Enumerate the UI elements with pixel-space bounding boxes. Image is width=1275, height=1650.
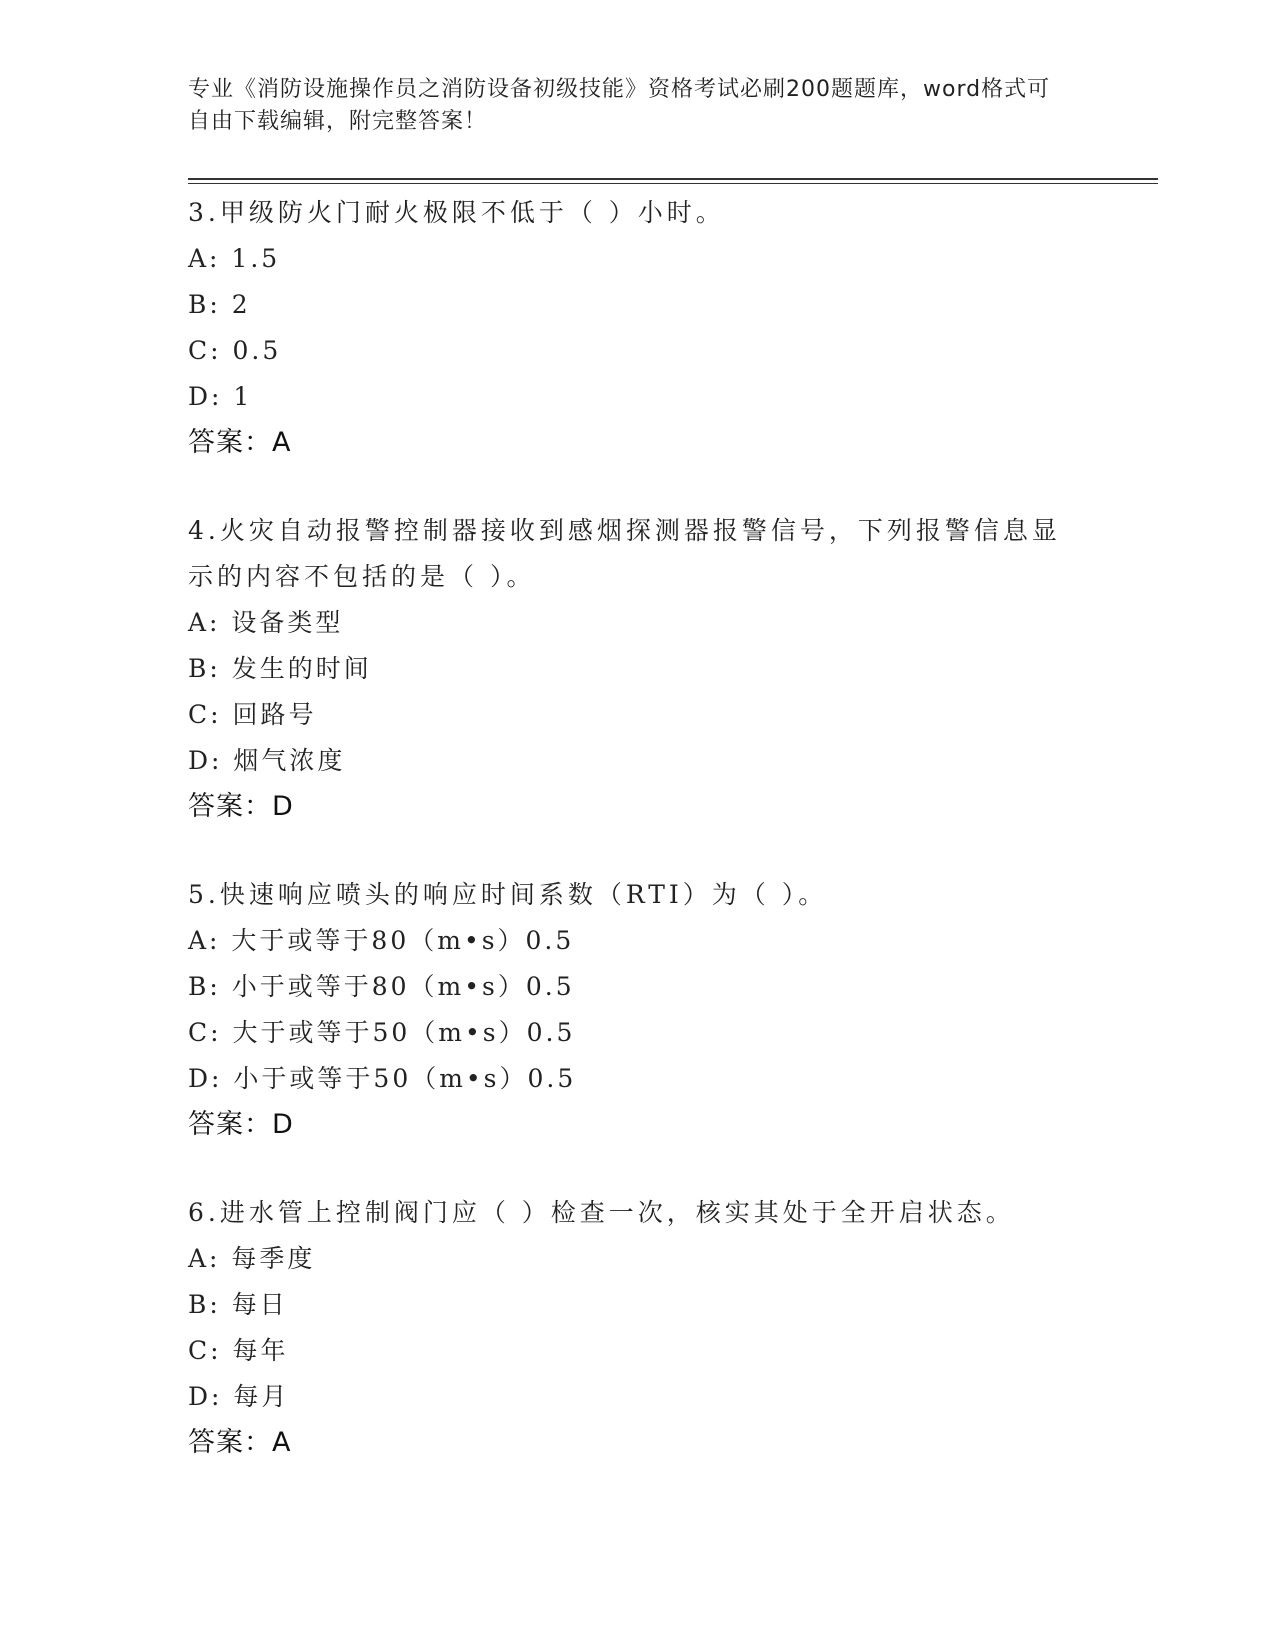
option-a: A: 每季度 bbox=[188, 1244, 316, 1273]
option-a: A: 大于或等于80（m•s）0.5 bbox=[188, 926, 575, 955]
header-divider-thick bbox=[188, 178, 1158, 180]
answer-line: 答案：A bbox=[188, 427, 292, 458]
question-text: 5.快速响应喷头的响应时间系数（RTI）为（ ）。 bbox=[188, 880, 828, 909]
option-a: A: 1.5 bbox=[188, 244, 281, 273]
option-d: D: 小于或等于50（m•s）0.5 bbox=[188, 1064, 577, 1093]
option-a: A: 设备类型 bbox=[188, 608, 344, 637]
option-c: C: 每年 bbox=[188, 1336, 289, 1365]
option-b: B: 小于或等于80（m•s）0.5 bbox=[188, 972, 575, 1001]
document-header: 专业《消防设施操作员之消防设备初级技能》资格考试必刷200题题库，word格式可自由下载编辑，附完整答案！ bbox=[188, 77, 1051, 134]
question-list bbox=[188, 190, 1088, 1508]
option-d: D: 每月 bbox=[188, 1382, 290, 1411]
answer-line: 答案：A bbox=[188, 1427, 292, 1458]
option-d: D: 1 bbox=[188, 382, 253, 411]
option-c: C: 回路号 bbox=[188, 700, 317, 729]
question-6 bbox=[188, 1190, 1088, 1466]
question-5 bbox=[188, 872, 1088, 1148]
question-text: 3.甲级防火门耐火极限不低于（ ）小时。 bbox=[188, 198, 725, 227]
option-c: C: 0.5 bbox=[188, 336, 282, 365]
option-b: B: 发生的时间 bbox=[188, 654, 372, 683]
option-b: B: 每日 bbox=[188, 1290, 288, 1319]
answer-line: 答案：D bbox=[188, 1109, 294, 1140]
option-b: B: 2 bbox=[188, 290, 251, 319]
header-divider-thin bbox=[188, 183, 1158, 184]
question-3 bbox=[188, 190, 1088, 466]
question-text: 6.进水管上控制阀门应（ ）检查一次，核实其处于全开启状态。 bbox=[188, 1198, 1015, 1227]
question-4 bbox=[188, 508, 1088, 830]
option-c: C: 大于或等于50（m•s）0.5 bbox=[188, 1018, 576, 1047]
answer-line: 答案：D bbox=[188, 791, 294, 822]
question-text: 4.火灾自动报警控制器接收到感烟探测器报警信号，下列报警信息显示的内容不包括的是（ ）。 bbox=[188, 516, 1061, 591]
option-d: D: 烟气浓度 bbox=[188, 746, 346, 775]
